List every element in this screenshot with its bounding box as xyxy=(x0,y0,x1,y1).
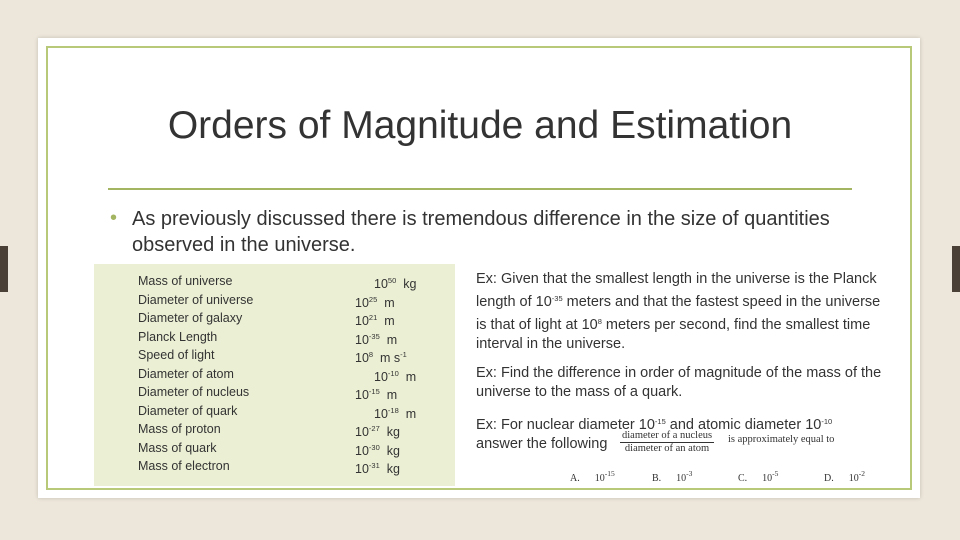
title-divider xyxy=(108,188,852,190)
answer-choice: A. $10^{-15}$ xyxy=(570,469,615,483)
quantity-value: $10^{-27}$ kg xyxy=(355,424,400,439)
bullet-icon: • xyxy=(110,207,118,229)
quantity-name: Diameter of atom xyxy=(138,366,234,381)
quantity-value: $10^{21}$ m xyxy=(355,313,395,328)
example-3-text-b: and atomic diameter 10 xyxy=(665,417,822,433)
answer-choice: B. $10^{-3}$ xyxy=(652,469,693,483)
quantity-value: $10^{-30}$ kg xyxy=(355,442,400,458)
example-3-exp-b: -10 xyxy=(821,417,833,426)
fraction-numerator: diameter of a nucleus xyxy=(622,430,713,441)
quantity-name: Mass of universe xyxy=(138,274,233,288)
example-2: Ex: Find the difference in order of magnitude of the mass of the universe to the mass of a quark. xyxy=(476,365,882,400)
example-3-exp-a: -15 xyxy=(654,417,666,426)
quantity-name: Speed of light xyxy=(138,348,215,362)
quantity-name: Mass of quark xyxy=(138,440,217,455)
ratio-fraction xyxy=(620,430,714,455)
answer-choice: D. $10^{-2}$ xyxy=(824,469,865,483)
example-1-text-a: Ex: Given that the smallest length in the universe is the Planck length of 10 xyxy=(476,271,877,310)
quantity-name: Planck Length xyxy=(138,329,218,344)
example-1-exp-b: 8 xyxy=(597,317,602,326)
example-1-text-b: meters and that the fastest speed in the universe is that of light at 10 xyxy=(476,294,881,333)
quantity-name: Mass of proton xyxy=(138,422,221,436)
quantity-value: $10^{-31}$ kg xyxy=(355,461,400,476)
example-3-text-c: answer the following xyxy=(476,436,608,452)
example-3-text-a: Ex: For nuclear diameter 10 xyxy=(476,417,655,433)
quantity-value: $10^{-18}$ m xyxy=(374,405,417,421)
quantity-name: Diameter of galaxy xyxy=(138,311,243,325)
quantity-value: $10^{25}$ m xyxy=(355,294,395,310)
left-edge-tab xyxy=(0,246,8,292)
bullet-text: As previously discussed there is tremendous difference in the size of quantities observed in the universe. xyxy=(132,208,830,256)
magnitude-table xyxy=(94,264,455,486)
fraction-suffix: is approximately equal to xyxy=(728,434,835,445)
example-1-text-c: meters per second, find the smallest time interval in the universe. xyxy=(476,317,871,352)
quantity-name: Diameter of quark xyxy=(138,403,238,418)
fraction-denominator: diameter of an atom xyxy=(624,443,710,454)
example-1-exp-a: -35 xyxy=(551,294,563,303)
quantity-value: $10^{50}$ kg xyxy=(374,276,417,291)
quantity-name: Diameter of nucleus xyxy=(138,385,250,399)
example-1 xyxy=(476,270,888,354)
slide-title: Orders of Magnitude and Estimation xyxy=(167,104,793,147)
quantity-name: Mass of electron xyxy=(138,459,230,473)
right-edge-tab xyxy=(952,246,960,292)
quantity-name: Diameter of universe xyxy=(138,292,254,307)
answer-choices xyxy=(570,469,890,483)
quantity-value: $10^{-15}$ m xyxy=(355,387,398,402)
answer-choice: C. $10^{-5}$ xyxy=(738,469,779,483)
quantity-value: $10^{-10}$ m xyxy=(374,368,417,384)
quantity-value: $10^{-35}$ m xyxy=(355,331,398,347)
quantity-value: $10^8$ m $s^{-1}$ xyxy=(355,350,407,365)
